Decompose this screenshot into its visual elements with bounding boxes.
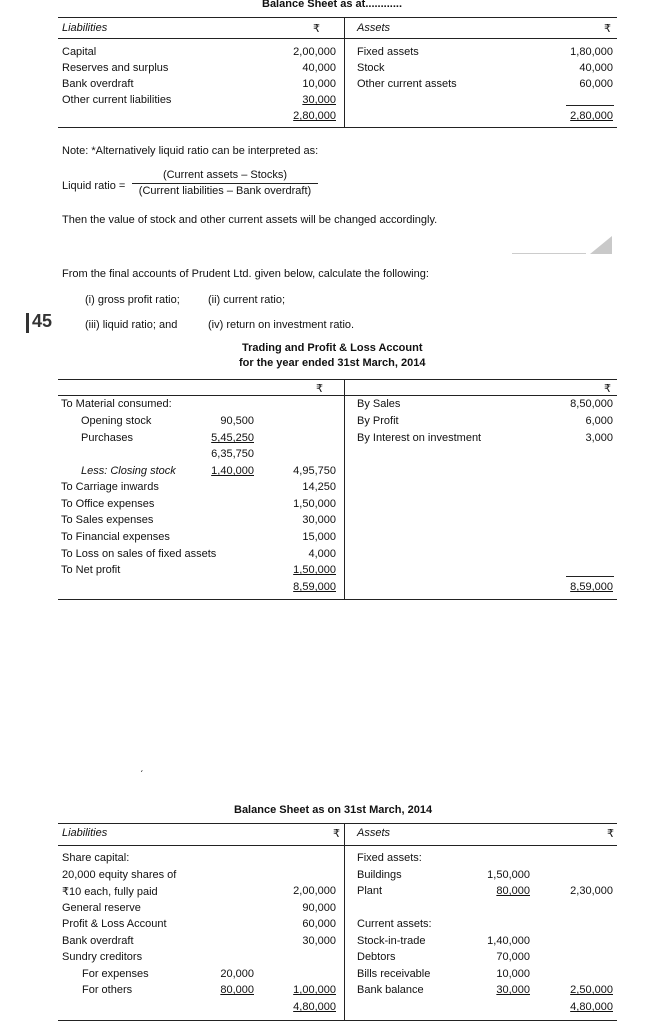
bs2-equity-line2: ₹10 each, fully paid xyxy=(62,886,158,898)
formula-label: Liquid ratio = xyxy=(62,180,126,192)
tpl-top-rule xyxy=(58,379,617,380)
bs1-top-rule xyxy=(58,17,617,18)
bs2-general-reserve-amount: 90,000 xyxy=(302,902,336,914)
bs2-buildings: Buildings xyxy=(357,869,402,881)
bs2-bank-overdraft-amount: 30,000 xyxy=(302,935,336,947)
tpl-debit-amount: 14,250 xyxy=(302,481,336,493)
bs2-equity-line1: 20,000 equity shares of xyxy=(62,869,177,881)
q45-item: (i) gross profit ratio; xyxy=(85,294,180,306)
scan-artifact-line xyxy=(512,253,586,254)
tpl-subtotal: 6,35,750 xyxy=(211,448,254,460)
bs2-general-reserve: General reserve xyxy=(62,902,141,914)
bs1-bottom-rule xyxy=(58,127,617,128)
bs1-liab-amount: 2,00,000 xyxy=(293,46,336,58)
bs1-title: Balance Sheet as at............ xyxy=(262,0,403,10)
tpl-debit-label: To Financial expenses xyxy=(61,531,170,543)
q45-bar xyxy=(26,313,29,333)
bs1-asset-subrule xyxy=(566,105,614,106)
bs2-fixed-assets: Fixed assets: xyxy=(357,852,422,864)
tpl-debit-label: To Loss on sales of fixed assets xyxy=(61,548,217,560)
stray-mark: ˊ xyxy=(140,770,144,781)
tpl-opening-label: Opening stock xyxy=(81,415,152,427)
scan-artifact-corner xyxy=(590,236,612,254)
formula-bar xyxy=(132,183,318,184)
bs2-rupee-left: ₹ xyxy=(333,828,340,840)
bs2-top-rule xyxy=(58,823,617,824)
note-conclusion: Then the value of stock and other current assets will be changed accordingly. xyxy=(62,214,438,226)
bs1-liab-total: 2,80,000 xyxy=(293,110,336,122)
tpl-credit-amount: 8,50,000 xyxy=(570,398,613,410)
tpl-credit-label: By Profit xyxy=(357,415,399,427)
bs1-asset-label: Fixed assets xyxy=(357,46,419,58)
bs2-bank-balance-amount: 30,000 xyxy=(496,984,530,996)
bs2-bank-balance: Bank balance xyxy=(357,984,424,996)
tpl-closing-value: 1,40,000 xyxy=(211,465,254,477)
tpl-divider xyxy=(344,379,345,600)
bs2-stock: Stock-in-trade xyxy=(357,935,426,947)
tpl-debit-label: To Sales expenses xyxy=(61,514,154,526)
bs2-liabilities-header: Liabilities xyxy=(62,827,108,839)
bs2-for-expenses: For expenses xyxy=(82,968,149,980)
bs2-plant-amount: 80,000 xyxy=(496,885,530,897)
tpl-credit-label: By Sales xyxy=(357,398,401,410)
bs2-share-capital: Share capital: xyxy=(62,852,130,864)
tpl-credit-subrule xyxy=(566,576,614,577)
bs2-sundry-total: 1,00,000 xyxy=(293,984,336,996)
bs2-bills: Bills receivable xyxy=(357,968,431,980)
note-text: Note: *Alternatively liquid ratio can be interpreted as: xyxy=(62,145,319,157)
tpl-rupee-right: ₹ xyxy=(604,383,611,395)
bs2-current-total: 2,50,000 xyxy=(570,984,613,996)
tpl-credit-amount: 6,000 xyxy=(585,415,613,427)
bs2-stock-amount: 1,40,000 xyxy=(487,935,530,947)
tpl-bottom-rule xyxy=(58,599,617,600)
tpl-subtitle: for the year ended 31st March, 2014 xyxy=(239,357,426,369)
tpl-debit-total: 8,59,000 xyxy=(293,581,336,593)
tpl-purchases-value: 5,45,250 xyxy=(211,432,254,444)
bs2-debtors-amount: 70,000 xyxy=(496,951,530,963)
bs2-asset-total: 4,80,000 xyxy=(570,1001,613,1013)
tpl-credit-label: By Interest on investment xyxy=(357,432,482,444)
bs2-debtors: Debtors xyxy=(357,951,396,963)
bs1-asset-amount: 1,80,000 xyxy=(570,46,613,58)
bs2-liab-total: 4,80,000 xyxy=(293,1001,336,1013)
tpl-rupee-left: ₹ xyxy=(316,383,323,395)
tpl-debit-label: To Net profit xyxy=(61,564,121,576)
bs2-plant: Plant xyxy=(357,885,383,897)
tpl-debit-amount: 15,000 xyxy=(302,531,336,543)
bs2-bills-amount: 10,000 xyxy=(496,968,530,980)
formula-denominator: (Current liabilities – Bank overdraft) xyxy=(138,185,312,197)
bs1-liab-amount: 10,000 xyxy=(302,78,336,90)
bs1-divider xyxy=(344,17,345,128)
bs2-divider xyxy=(344,823,345,1020)
bs2-equity-amount: 2,00,000 xyxy=(293,885,336,897)
q45-item: (iv) return on investment ratio. xyxy=(208,319,355,331)
tpl-debit-label: To Carriage inwards xyxy=(61,481,159,493)
bs1-header-rule xyxy=(58,38,617,39)
bs2-for-expenses-amount: 20,000 xyxy=(220,968,254,980)
bs1-asset-amount: 60,000 xyxy=(579,78,613,90)
bs1-liabilities-header: Liabilities xyxy=(62,22,108,34)
bs1-asset-label: Other current assets xyxy=(357,78,457,90)
tpl-purchases-label: Purchases xyxy=(81,432,133,444)
bs2-header-rule xyxy=(58,845,617,846)
bs2-pl-account: Profit & Loss Account xyxy=(62,918,167,930)
bs2-assets-header: Assets xyxy=(357,827,391,839)
bs2-sundry-creditors: Sundry creditors xyxy=(62,951,143,963)
bs1-rupee-right: ₹ xyxy=(604,23,611,35)
bs1-liab-amount: 40,000 xyxy=(302,62,336,74)
bs1-assets-header: Assets xyxy=(357,22,391,34)
formula-numerator: (Current assets – Stocks) xyxy=(162,169,288,181)
bs1-liab-amount: 30,000 xyxy=(302,94,336,106)
tpl-material-label: To Material consumed: xyxy=(61,398,172,410)
bs1-liab-label: Capital xyxy=(62,46,97,58)
tpl-opening-value: 90,500 xyxy=(220,415,254,427)
tpl-credit-total: 8,59,000 xyxy=(570,581,613,593)
bs2-rupee-right: ₹ xyxy=(607,828,614,840)
bs2-bank-overdraft: Bank overdraft xyxy=(62,935,134,947)
bs2-buildings-amount: 1,50,000 xyxy=(487,869,530,881)
bs1-rupee-left: ₹ xyxy=(313,23,320,35)
tpl-credit-amount: 3,000 xyxy=(585,432,613,444)
q45-number: 45 xyxy=(32,311,53,331)
bs2-for-others-amount: 80,000 xyxy=(220,984,254,996)
q45-prompt: From the final accounts of Prudent Ltd. given below, calculate the following: xyxy=(62,268,429,280)
tpl-header-rule xyxy=(58,395,617,396)
bs2-pl-amount: 60,000 xyxy=(302,918,336,930)
bs2-title: Balance Sheet as on 31st March, 2014 xyxy=(234,804,433,816)
tpl-debit-amount: 1,50,000 xyxy=(293,564,336,576)
bs1-liab-label: Reserves and surplus xyxy=(62,62,169,74)
bs2-fixed-total: 2,30,000 xyxy=(570,885,613,897)
bs2-bottom-rule xyxy=(58,1020,617,1021)
tpl-material-total: 4,95,750 xyxy=(293,465,336,477)
q45-item: (ii) current ratio; xyxy=(208,294,286,306)
tpl-debit-amount: 4,000 xyxy=(308,548,336,560)
tpl-debit-amount: 30,000 xyxy=(302,514,336,526)
bs1-asset-total: 2,80,000 xyxy=(570,110,613,122)
bs1-liab-label: Other current liabilities xyxy=(62,94,172,106)
bs2-current-assets: Current assets: xyxy=(357,918,432,930)
tpl-title: Trading and Profit & Loss Account xyxy=(242,342,423,354)
bs1-asset-label: Stock xyxy=(357,62,385,74)
tpl-debit-label: To Office expenses xyxy=(61,498,155,510)
q45-item: (iii) liquid ratio; and xyxy=(85,319,178,331)
tpl-closing-label: Less: Closing stock xyxy=(81,465,176,477)
bs1-liab-label: Bank overdraft xyxy=(62,78,134,90)
tpl-debit-amount: 1,50,000 xyxy=(293,498,336,510)
bs2-for-others: For others xyxy=(82,984,133,996)
bs1-asset-amount: 40,000 xyxy=(579,62,613,74)
